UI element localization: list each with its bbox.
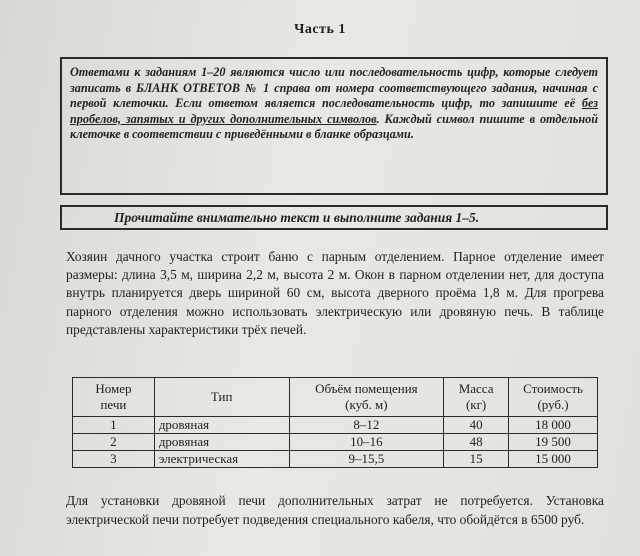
table-row bbox=[73, 451, 598, 468]
cell-type: дровяная bbox=[154, 434, 289, 451]
header-type: Тип bbox=[154, 378, 289, 417]
cell-number: 3 bbox=[73, 451, 155, 468]
cell-type: электрическая bbox=[154, 451, 289, 468]
problem-paragraph: Хозяин дачного участка строит баню с парным отделением. Парное отделение имеет размеры: длина 3,5 м, ширина 2,2 м, высота 2 м. Окон в парном отделении нет, для доступа внутрь планируется дверь шириной 60 см, высота дверного проёма 1,8 м. Для прогрева парного отделения можно использовать электрическую или дровяную печь. В таблице представлены характеристики трёх печей. bbox=[66, 249, 604, 337]
task-header-box bbox=[60, 205, 608, 230]
cell-mass: 40 bbox=[444, 417, 509, 434]
cell-volume: 10–16 bbox=[289, 434, 444, 451]
cell-type: дровяная bbox=[154, 417, 289, 434]
instructions-text-1: Ответами к заданиям 1–20 являются число или последовательность цифр, которые следует записать в БЛАНК ОТВЕТОВ № 1 справа от номера соответствующего задания, начиная с первой клеточки. Если ответом является последовательность цифр, то запишите её bbox=[70, 65, 598, 111]
cell-number: 1 bbox=[73, 417, 155, 434]
table-header-row bbox=[73, 378, 598, 417]
footer-paragraph: Для установки дровяной печи дополнительных затрат не потребуется. Установка электрической печи потребует подведения специального кабеля, что обойдётся в 6500 руб. bbox=[66, 493, 604, 527]
cell-cost: 19 500 bbox=[509, 434, 598, 451]
task-header: Прочитайте внимательно текст и выполните задания 1–5. bbox=[114, 210, 480, 225]
table-row bbox=[73, 434, 598, 451]
instructions-underlined: без пробелов, запятых и других дополнительных символов bbox=[70, 96, 598, 126]
header-cost: Стоимость (руб.) bbox=[509, 378, 598, 417]
instructions-text-2: . Каждый символ пишите в отдельной клеточке в соответствии с приведёнными в бланке образцами. bbox=[70, 111, 598, 142]
stoves-table bbox=[72, 377, 598, 468]
header-number: Номер печи bbox=[73, 378, 155, 417]
cell-number: 2 bbox=[73, 434, 155, 451]
cell-mass: 48 bbox=[444, 434, 509, 451]
header-mass: Масса (кг) bbox=[444, 378, 509, 417]
cell-mass: 15 bbox=[444, 451, 509, 468]
cell-cost: 15 000 bbox=[509, 451, 598, 468]
instructions-box bbox=[60, 57, 608, 195]
table-row bbox=[73, 417, 598, 434]
part-title: Часть 1 bbox=[294, 22, 346, 37]
cell-cost: 18 000 bbox=[509, 417, 598, 434]
cell-volume: 9–15,5 bbox=[289, 451, 444, 468]
cell-volume: 8–12 bbox=[289, 417, 444, 434]
header-volume: Объём помещения (куб. м) bbox=[289, 378, 444, 417]
